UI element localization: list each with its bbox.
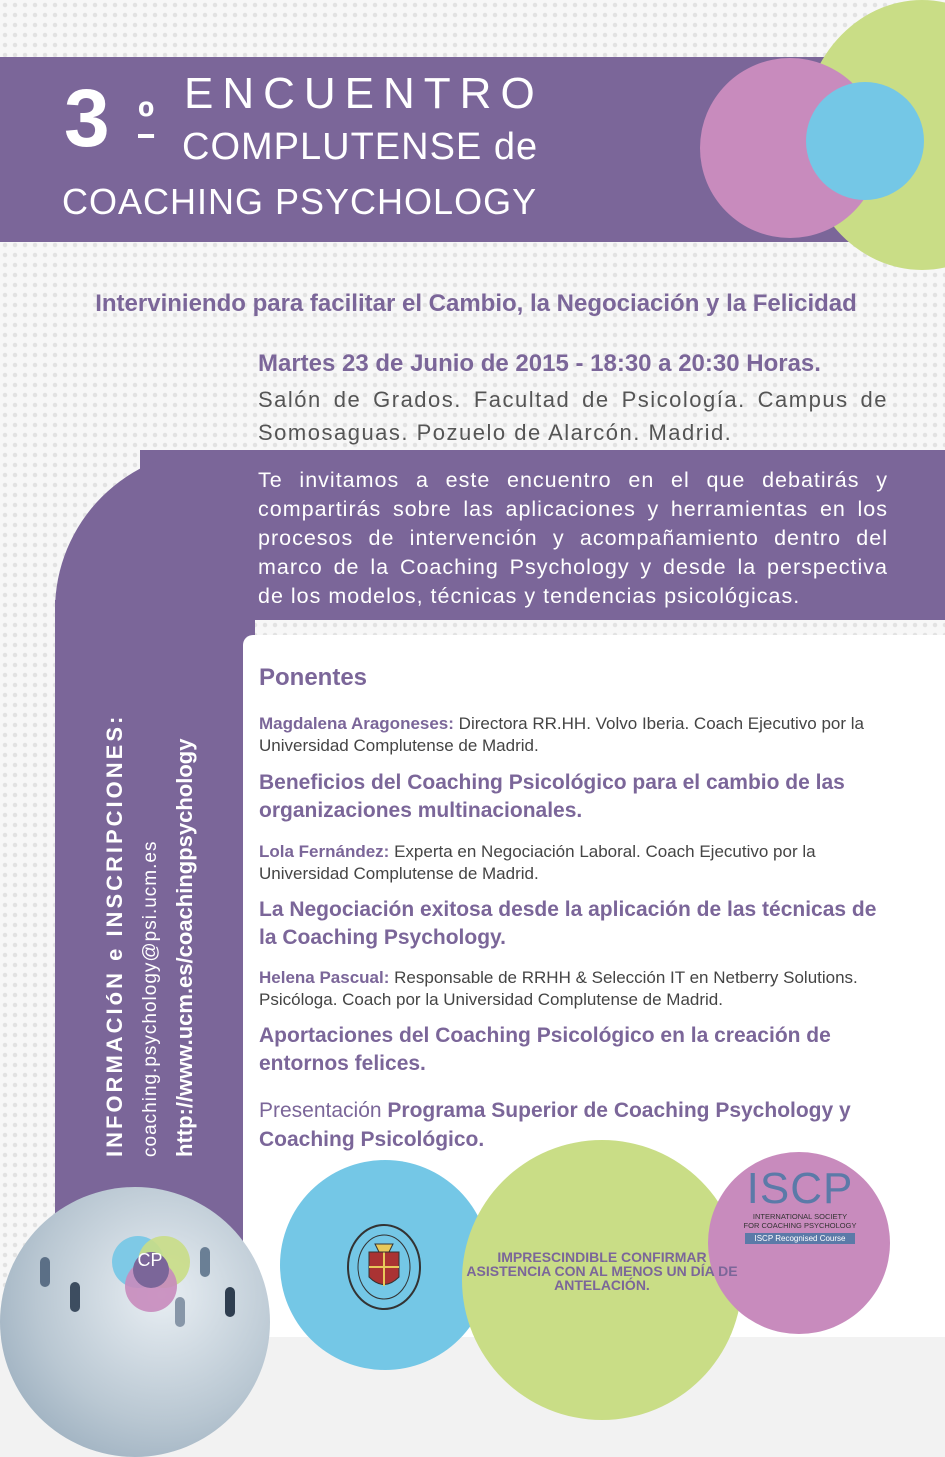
website-link[interactable]: http://www.ucm.es/coachingpsychology — [172, 738, 197, 1157]
talk-1: Beneficios del Coaching Psicológico para el cambio de las organizaciones multinacionales. — [259, 771, 845, 822]
people-photo-circle — [0, 1187, 270, 1457]
title-line-1: ENCUENTRO — [184, 69, 544, 118]
speaker-2 — [259, 841, 899, 885]
edition-ordinal: º — [138, 93, 155, 142]
event-date: Martes 23 de Junio de 2015 - 18:30 a 20:30 Horas. — [258, 350, 821, 377]
blue-circle-top — [806, 82, 924, 200]
confirm-notice: IMPRESCINDIBLE CONFIRMAR ASISTENCIA CON AL MENOS UN DÍA DE ANTELACIÓN. — [466, 1249, 738, 1293]
info-heading: INFORMACIóN e INSCRIPCIONES: — [102, 713, 127, 1157]
speaker-1-bio: Directora RR.HH. Volvo Iberia. Coach Ejecutivo por la Universidad Complutense de Madrid. — [259, 714, 865, 755]
iscp-line-1: INTERNATIONAL SOCIETY — [752, 1212, 848, 1221]
speakers-heading: Ponentes — [259, 664, 368, 691]
presentation-prefix: Presentación — [259, 1099, 382, 1122]
speaker-2-name: Lola Fernández: — [259, 842, 390, 861]
university-seal-icon — [345, 1222, 423, 1312]
iscp-recognised-tag: ISCP Recognised Course — [745, 1233, 855, 1244]
edition-number: 3 — [64, 73, 110, 164]
speaker-1-name: Magdalena Aragoneses: — [259, 714, 454, 733]
title-line-3: COACHING PSYCHOLOGY — [62, 181, 538, 222]
speaker-1 — [259, 713, 899, 757]
speaker-3-name: Helena Pascual: — [259, 968, 390, 987]
cp-logo-text: CP — [137, 1250, 163, 1270]
contact-email[interactable]: coaching.psychology@psi.ucm.es — [140, 840, 161, 1157]
speaker-3 — [259, 967, 899, 1011]
event-venue: Salón de Grados. Facultad de Psicología. Campus de Somosaguas. Pozuelo de Alarcón. Madrid. — [258, 387, 888, 445]
presentation-title: Programa Superior de Coaching Psychology y Coaching Psicológico. — [259, 1099, 851, 1151]
subtitle: Interviniendo para facilitar el Cambio, la Negociación y la Felicidad — [95, 290, 857, 317]
talk-3: Aportaciones del Coaching Psicológico en la creación de entornos felices. — [259, 1024, 831, 1075]
talk-2: La Negociación exitosa desde la aplicación de las técnicas de la Coaching Psychology. — [259, 898, 877, 949]
title-line-2: COMPLUTENSE de — [182, 126, 539, 168]
cp-logo-icon — [108, 1232, 194, 1318]
speaker-3-bio: Responsable de RRHH & Selección IT en Netberry Solutions. Psicóloga. Coach por la Universidad Complutense de Madrid. — [259, 968, 858, 1009]
speaker-2-bio: Experta en Negociación Laboral. Coach Ejecutivo por la Universidad Complutense de Madrid. — [259, 842, 816, 883]
iscp-line-2: FOR COACHING PSYCHOLOGY — [743, 1221, 857, 1230]
invitation-text: Te invitamos a este encuentro en el que debatirás y compartirás sobre las aplicaciones y herramientas en los procesos de intervención y acompañamiento dentro del marco de la Coaching Psychology y desde la perspectiva de los modelos, técnicas y tendencias psicológicas. — [258, 468, 888, 608]
iscp-logo-text: ISCP — [746, 1164, 854, 1213]
iscp-logo — [740, 1166, 860, 1244]
